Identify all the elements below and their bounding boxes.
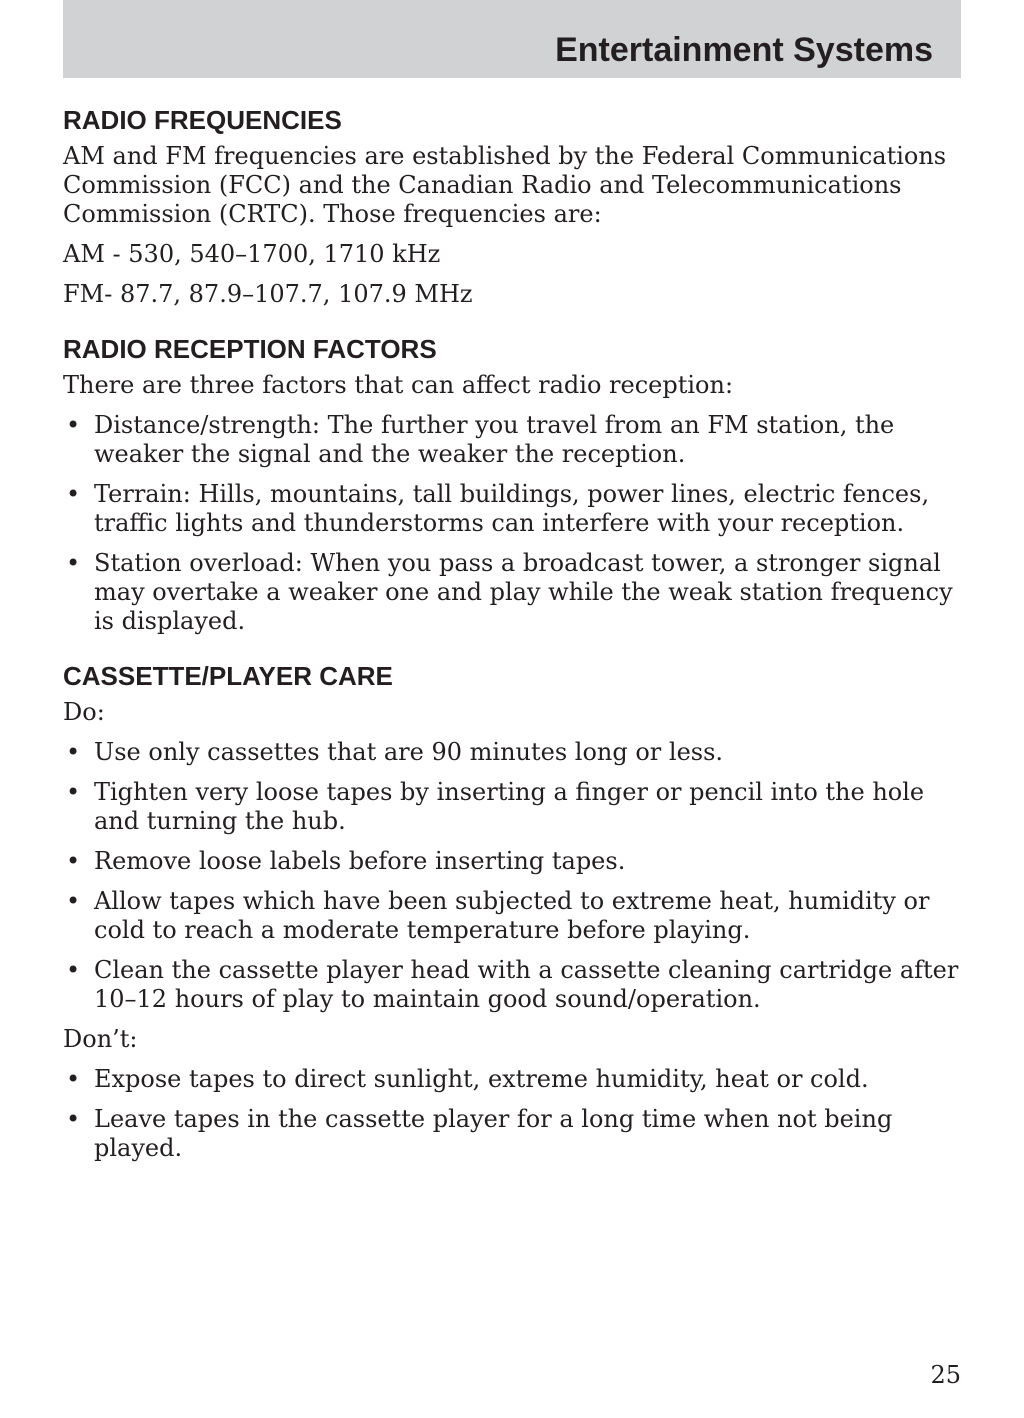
- list-item-text: Tighten very loose tapes by inserting a finger or pencil into the hole and turning the hub.: [94, 778, 925, 835]
- bullet-icon: •: [66, 847, 81, 875]
- list-item: [63, 778, 963, 836]
- bullet-icon: •: [66, 778, 81, 806]
- list-item-text: Clean the cassette player head with a cassette cleaning cartridge after 10–12 hours of play to maintain good sound/operation.: [94, 956, 959, 1013]
- bullet-icon: •: [66, 549, 81, 577]
- bullet-icon: •: [66, 1065, 81, 1093]
- list-item: [63, 480, 963, 538]
- list-item: [63, 1065, 963, 1094]
- cassette-care-heading: CASSETTE/PLAYER CARE: [63, 661, 393, 691]
- page-content: [63, 104, 963, 1174]
- list-item-text: Station overload: When you pass a broadcast tower, a stronger signal may overtake a weaker one and play while the weak station frequency is displayed.: [94, 549, 953, 635]
- bullet-icon: •: [66, 738, 81, 766]
- list-item-text: Distance/strength: The further you travel from an FM station, the weaker the signal and the weaker the reception.: [94, 411, 895, 468]
- list-item-text: Leave tapes in the cassette player for a long time when not being played.: [94, 1105, 893, 1162]
- bullet-icon: •: [66, 956, 81, 984]
- dont-list: [63, 1065, 963, 1163]
- do-label: Do:: [63, 698, 105, 726]
- list-item-text: Allow tapes which have been subjected to extreme heat, humidity or cold to reach a moderate temperature before playing.: [94, 887, 930, 944]
- radio-reception-heading: RADIO RECEPTION FACTORS: [63, 334, 437, 364]
- list-item: [63, 411, 963, 469]
- page-header-bar: [63, 0, 961, 78]
- bullet-icon: •: [66, 480, 81, 508]
- page-number: 25: [930, 1361, 961, 1389]
- list-item: [63, 738, 963, 767]
- list-item-text: Expose tapes to direct sunlight, extreme humidity, heat or cold.: [94, 1065, 869, 1093]
- do-list: [63, 738, 963, 1014]
- list-item-text: Use only cassettes that are 90 minutes long or less.: [94, 738, 724, 766]
- list-item: [63, 887, 963, 945]
- list-item: [63, 956, 963, 1014]
- list-item: [63, 847, 963, 876]
- radio-reception-intro: There are three factors that can affect radio reception:: [63, 371, 734, 399]
- am-frequencies: AM - 530, 540–1700, 1710 kHz: [63, 240, 441, 268]
- fm-frequencies: FM- 87.7, 87.9–107.7, 107.9 MHz: [63, 280, 473, 308]
- bullet-icon: •: [66, 411, 81, 439]
- page-header-title: Entertainment Systems: [555, 31, 933, 69]
- bullet-icon: •: [66, 887, 81, 915]
- radio-frequencies-heading: RADIO FREQUENCIES: [63, 105, 342, 135]
- bullet-icon: •: [66, 1105, 81, 1133]
- radio-reception-list: [63, 411, 963, 636]
- list-item: [63, 549, 963, 636]
- dont-label: Don’t:: [63, 1025, 138, 1053]
- list-item: [63, 1105, 963, 1163]
- radio-frequencies-intro: AM and FM frequencies are established by the Federal Communications Commission (FCC) and the Canadian Radio and Telecommunications Commission (CRTC). Those frequencies are:: [63, 142, 947, 228]
- list-item-text: Remove loose labels before inserting tapes.: [94, 847, 626, 875]
- list-item-text: Terrain: Hills, mountains, tall buildings, power lines, electric fences, traffic lights and thunderstorms can interfere with your reception.: [94, 480, 930, 537]
